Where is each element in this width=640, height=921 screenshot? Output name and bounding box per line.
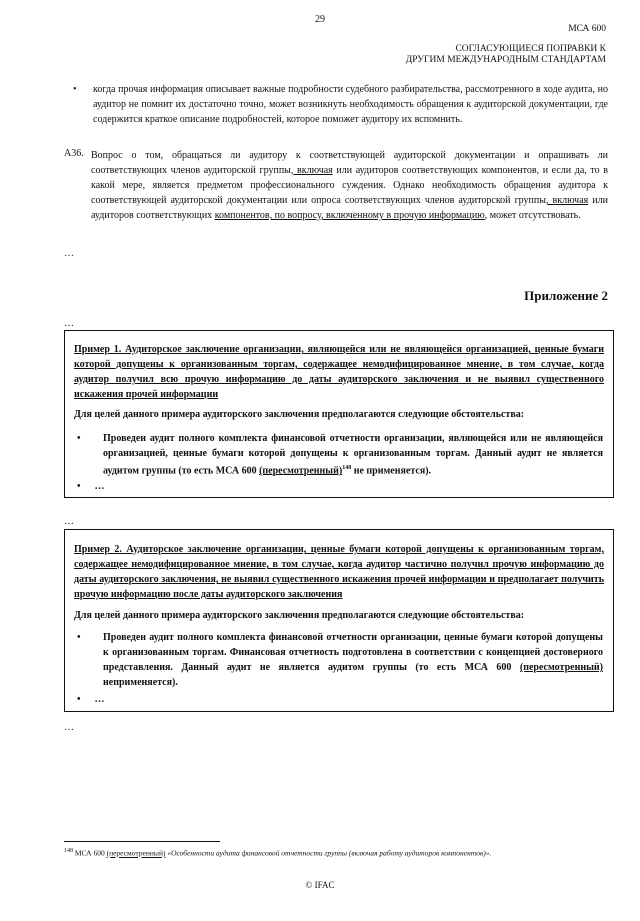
footnote-number: 148	[64, 848, 73, 854]
example-2-more	[77, 694, 105, 705]
ellipsis: …	[94, 481, 105, 492]
a36-part-3: или аудиторов соответствующих	[91, 195, 609, 221]
running-header-line-1: СОГЛАСУЮЩИЕСЯ ПОПРАВКИ К	[455, 44, 606, 54]
example-2-bullet	[77, 630, 603, 690]
ellipsis: …	[64, 722, 75, 733]
a36-insertion-3: компонентов, по вопросу, включенному в прочую информацию	[214, 210, 485, 221]
example-2-bullet-text-b: неприменяется).	[103, 677, 178, 688]
footnote-ref: 148	[342, 465, 352, 471]
appendix-title: Приложение 2	[524, 288, 608, 303]
bullet-text: когда прочая информация описывает важные подробности судебного разбирательства, рассмотренного в ходе аудита, но аудитор не помнит их достаточно точно, может возникнуть необходимость обращения к аудиторской документации, где содержится краткое описание подробностей, которое поможет аудитору их вспомнить.	[93, 84, 608, 125]
paragraph-a36	[91, 148, 608, 223]
paragraph-label: A36.	[64, 148, 84, 159]
example-1-title: Пример 1. Аудиторское заключение организации, являющейся или не являющейся организацией, ценные бумаги которой допущены к организованным торгам, содержащее немодифицированное мнение, в том случае, когда аудитор получил всю прочую информацию до даты аудиторского заключения и не выявил существенного искажения прочей информации	[74, 344, 604, 400]
example-1-box	[64, 330, 614, 498]
running-header	[406, 44, 606, 66]
ellipsis: …	[64, 318, 75, 329]
example-1-bullet-text-b: не применяется).	[351, 465, 432, 477]
example-1-bullet-text-a: Проведен аудит полного комплекта финансовой отчетности организации, являющейся или не являющейся организацией, ценные бумаги которой допущены к организованным торгам. Данный аудит не является аудитом группы (то есть МСА 600	[103, 433, 603, 477]
ellipsis: …	[94, 694, 105, 705]
example-2-title: Пример 2. Аудиторское заключение организации, ценные бумаги которой допущены к организованным торгам, содержащее немодифицированное мнение, в том случае, когда аудитор частично получил прочую информацию до даты аудиторского заключения, не выявил существенного искажения прочей информации и предполагает получить прочую информацию после даты аудиторского заключения	[74, 544, 604, 600]
footnote-text-b: «Особенности аудита финансовой отчетности группы (включая работу аудиторов компонентов)».	[165, 848, 492, 858]
running-header-line-2: ДРУГИМ МЕЖДУНАРОДНЫМ СТАНДАРТАМ	[405, 55, 606, 65]
example-1-more	[77, 481, 105, 492]
example-2-bullet-text-a: Проведен аудит полного комплекта финансовой отчетности организации, ценные бумаги которой допущены к организованным торгам. Финансовая отчетность подготовлена в соответствии с концепцией достоверного представления. Данный аудит не является аудитом группы (то есть МСА 600	[103, 632, 603, 673]
standard-code: МСА 600	[568, 24, 606, 34]
bullet-marker: •	[77, 632, 81, 643]
bullet-marker: •	[77, 694, 81, 705]
page-number: 29	[315, 14, 325, 25]
a36-insertion-1: включая	[293, 165, 333, 176]
example-1-bullet	[77, 431, 603, 478]
copyright-footer: © IFAC	[305, 880, 335, 890]
ellipsis: …	[64, 516, 75, 527]
example-2-box	[64, 529, 614, 712]
ellipsis: …	[64, 248, 75, 259]
bullet-item	[73, 82, 608, 127]
bullet-marker: •	[73, 84, 77, 95]
bullet-marker: •	[77, 481, 81, 492]
footnote-148	[64, 848, 614, 858]
example-2-intro: Для целей данного примера аудиторского заключения предполагаются следующие обстоятельства:	[74, 610, 525, 621]
footnote-text-a: МСА 600	[73, 848, 107, 858]
bullet-marker: •	[77, 433, 81, 444]
footnote-divider	[64, 841, 220, 842]
example-2-bullet-insertion: (пересмотренный)	[519, 662, 603, 673]
a36-insertion-2: , включая	[545, 195, 589, 206]
a36-part-4: , может отсутствовать.	[484, 210, 581, 221]
footnote-insertion: (пересмотренный)	[106, 848, 166, 858]
a36-part-1: Вопрос о том, обращаться ли аудитору к соответствующей аудиторской документации и опрашивать ли соответствующих членов аудиторской группы,	[91, 150, 608, 176]
a36-part-2: или аудиторов соответствующих компонентов, и если да, то в какой мере, является предметом профессионального суждения. Однако необходимость обращения аудитора к соответствующей аудиторской документации или опроса соответствующих членов аудиторской группы	[91, 165, 609, 206]
example-1-intro: Для целей данного примера аудиторского заключения предполагаются следующие обстоятельства:	[74, 409, 525, 420]
example-1-bullet-insertion: (пересмотренный)	[259, 465, 343, 477]
